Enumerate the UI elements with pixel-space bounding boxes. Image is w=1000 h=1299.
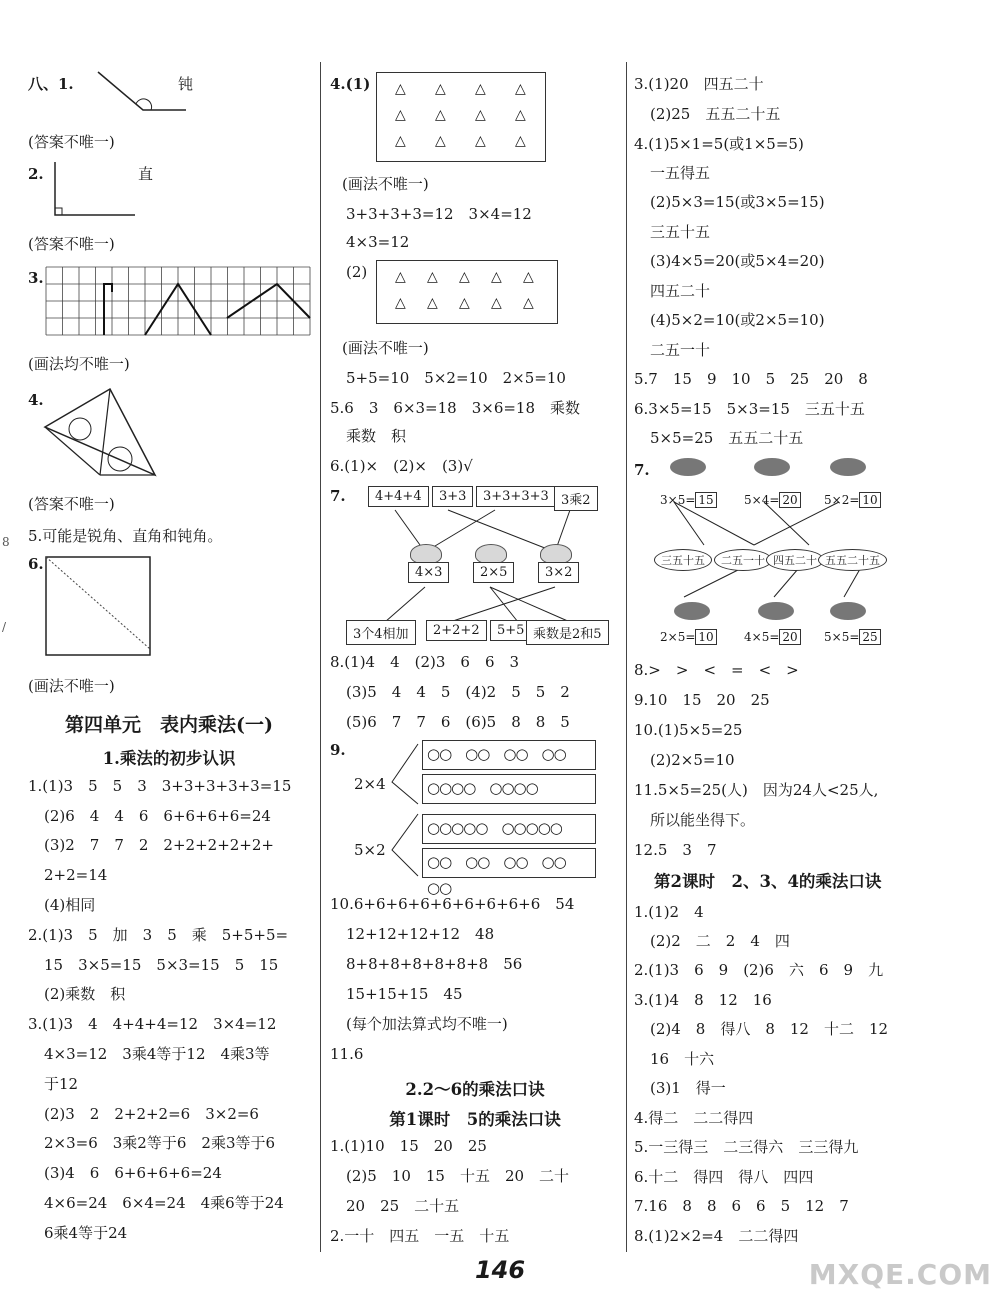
lesson-title: 1.乘法的初步认识 xyxy=(102,749,236,768)
answer-line: 3.(1)20 四五二十 xyxy=(634,75,764,93)
question-label: 7. xyxy=(330,487,346,505)
answer-line: (4)相同 xyxy=(44,896,96,914)
answer-line: 8.(1)2×2=4 二二得四 xyxy=(634,1227,799,1245)
answer-line: 7.16 8 8 6 6 5 12 7 xyxy=(634,1197,849,1215)
answer-line: 2.(1)3 5 加 3 5 乘 5+5+5= xyxy=(28,926,289,944)
expression-card: 3+3+3+3 xyxy=(476,486,556,507)
answer-line: (5)6 7 7 6 (6)5 8 8 5 xyxy=(346,713,570,731)
answer-line: 6.十二 得四 得八 四四 xyxy=(634,1168,814,1186)
answer-line: (2)2 二 2 4 四 xyxy=(650,932,790,950)
right-angle-figure xyxy=(50,162,140,217)
note-text: (画法不唯一) xyxy=(342,175,429,193)
bear-icon xyxy=(540,544,572,564)
answer-line: (4)5×2=10(或2×5=10) xyxy=(650,311,825,329)
answer-line: 6乘4等于24 xyxy=(44,1224,128,1242)
answer-line: 8+8+8+8+8+8+8 56 xyxy=(346,955,523,973)
bird-icon xyxy=(758,602,794,620)
triangle-array-box: △ △ △ △ △ △ △ △ △ △ △ △ xyxy=(376,72,546,162)
note-text: (画法不唯一) xyxy=(342,339,429,357)
equation-label: 2×5= 10 xyxy=(660,627,717,647)
note-text: (画法均不唯一) xyxy=(28,355,130,373)
circle-group-box: ○○ ○○ ○○ ○○ xyxy=(422,740,596,770)
answer-line: 4×3=12 3乘4等于12 4乘3等 xyxy=(44,1045,270,1063)
answer-line: 4×3=12 xyxy=(346,233,410,251)
expression-card: 3个4相加 xyxy=(346,620,416,645)
answer-line: 1.(1)10 15 20 25 xyxy=(330,1137,487,1155)
answer-line: 4.(1)5×1=5(或1×5=5) xyxy=(634,135,804,153)
unit-title: 第四单元 表内乘法(一) xyxy=(65,714,273,736)
question-label: 9. xyxy=(330,741,346,759)
answer-line: 12.5 3 7 xyxy=(634,841,717,859)
answer-line: 12+12+12+12 48 xyxy=(346,925,495,943)
answer-line: (2)4 8 得八 8 12 十二 12 xyxy=(650,1020,889,1038)
lesson-title: 第2课时 2、3、4的乘法口诀 xyxy=(654,872,882,891)
question-label: 2. xyxy=(28,165,44,183)
question-label: 7. xyxy=(634,461,650,479)
question-label: 3. xyxy=(28,269,44,287)
answer-line: 四五二十 xyxy=(650,282,711,300)
answer-line: 15+15+15 45 xyxy=(346,985,463,1003)
answer-line: (3)4×5=20(或5×4=20) xyxy=(650,252,825,270)
answer-line: (2)5 10 15 十五 20 二十 xyxy=(346,1167,570,1185)
answer-line: 于12 xyxy=(44,1075,79,1093)
answer-line: 3.(1)4 8 12 16 xyxy=(634,991,772,1009)
answer-line: 1.(1)2 4 xyxy=(634,903,704,921)
answer-line: 20 25 二十五 xyxy=(346,1197,460,1215)
bear-icon xyxy=(475,544,507,564)
answer-line: (3)1 得一 xyxy=(650,1079,726,1097)
watermark: MXQE.COM xyxy=(808,1258,992,1291)
answer-line: 5.一三得三 二三得六 三三得九 xyxy=(634,1138,859,1156)
answer-line: 三五十五 xyxy=(650,223,711,241)
column-divider xyxy=(626,62,627,1252)
bracket-lines xyxy=(390,742,420,882)
answer-line: 2+2=14 xyxy=(44,866,108,884)
expression-card: 5+5 xyxy=(490,620,531,641)
bear-icon xyxy=(410,544,442,564)
circle-group-box: ○○○○○ ○○○○○ xyxy=(422,814,596,844)
bird-icon xyxy=(830,602,866,620)
angle-type: 钝 xyxy=(178,75,194,93)
answer-line: 乘数 积 xyxy=(346,427,407,445)
angle-type: 直 xyxy=(138,165,154,183)
bird-icon xyxy=(674,602,710,620)
note-text: (答案不唯一) xyxy=(28,133,115,151)
answer-line: (2)3 2 2+2+2=6 3×2=6 xyxy=(44,1105,259,1123)
expression-card: 2+2+2 xyxy=(426,620,487,641)
grid-drawing-figure xyxy=(46,267,310,335)
answer-line: 4×6=24 6×4=24 4乘6等于24 xyxy=(44,1194,284,1212)
answer-line: 16 十六 xyxy=(650,1050,715,1068)
answer-line: 2×3=6 3乘2等于6 2乘3等于6 xyxy=(44,1134,276,1152)
triangle-array-box: △ △ △ △ △ △ △ △ △ △ xyxy=(376,260,558,324)
chant-oval: 二五一十 xyxy=(714,549,772,571)
equation-label: 5×4= 20 xyxy=(744,490,801,510)
answer-line: 5.7 15 9 10 5 25 20 8 xyxy=(634,370,868,388)
margin-mark: 8 xyxy=(2,535,10,549)
answer-line: 11.6 xyxy=(330,1045,364,1063)
equation-label: 5×2= 10 xyxy=(824,490,881,510)
answer-line: 3+3+3+3=12 3×4=12 xyxy=(346,205,532,223)
question-label: (2) xyxy=(346,263,368,281)
expression-card: 乘数是2和5 xyxy=(526,620,609,645)
answer-line: 2.(1)3 6 9 (2)6 六 6 9 九 xyxy=(634,961,884,979)
equation-label: 3×5= 15 xyxy=(660,490,717,510)
question-label: 6. xyxy=(28,555,44,573)
expression-card: 4+4+4 xyxy=(368,486,429,507)
chant-oval: 四五二十 xyxy=(766,549,824,571)
answer-line: 3.(1)3 4 4+4+4=12 3×4=12 xyxy=(28,1015,277,1033)
answer-line: 10.6+6+6+6+6+6+6+6+6 54 xyxy=(330,895,575,913)
answer-line: 6.3×5=15 5×3=15 三五十五 xyxy=(634,400,865,418)
rectangle-diagonal-figure xyxy=(46,557,152,657)
answer-line: (2)乘数 积 xyxy=(44,985,126,1003)
answer-line: 所以能坐得下。 xyxy=(650,811,756,829)
lesson-title: 第1课时 5的乘法口诀 xyxy=(389,1110,561,1129)
bird-icon xyxy=(754,458,790,476)
triangle-circles-figure xyxy=(40,387,160,477)
answer-line: 二五一十 xyxy=(650,341,711,359)
circle-group-box: ○○○○ ○○○○ xyxy=(422,774,596,804)
bear-expression: 3×2 xyxy=(538,562,579,583)
question-label: 八、1. xyxy=(28,75,74,93)
answer-line: (2)5×3=15(或3×5=15) xyxy=(650,193,825,211)
obtuse-angle-figure xyxy=(78,72,188,112)
equation-label: 4×5= 20 xyxy=(744,627,801,647)
answer-line: (3)2 7 7 2 2+2+2+2+2+ xyxy=(44,836,274,854)
answer-line: (2)25 五五二十五 xyxy=(650,105,781,123)
answer-line: 2.一十 四五 一五 十五 xyxy=(330,1227,510,1245)
multiplication-label: 5×2 xyxy=(354,841,386,859)
answer-line: 6.(1)× (2)× (3)√ xyxy=(330,457,473,475)
answer-line: 5.可能是锐角、直角和钝角。 xyxy=(28,527,223,545)
answer-line: 5+5=10 5×2=10 2×5=10 xyxy=(346,369,566,387)
expression-card: 3乘2 xyxy=(554,486,598,511)
answer-line: (2)2×5=10 xyxy=(650,751,735,769)
answer-line: 5×5=25 五五二十五 xyxy=(650,429,804,447)
page-number: 146 xyxy=(474,1256,526,1284)
multiplication-label: 2×4 xyxy=(354,775,386,793)
bear-expression: 2×5 xyxy=(473,562,514,583)
equation-label: 5×5= 25 xyxy=(824,627,881,647)
bird-icon xyxy=(670,458,706,476)
answer-line: (3)4 6 6+6+6+6=24 xyxy=(44,1164,222,1182)
note-text: (答案不唯一) xyxy=(28,235,115,253)
answer-line: 11.5×5=25(人) 因为24人<25人, xyxy=(634,781,879,799)
answer-line: 1.(1)3 5 5 3 3+3+3+3+3=15 xyxy=(28,777,292,795)
chant-oval: 三五十五 xyxy=(654,549,712,571)
answer-line: 8.> > < = < > xyxy=(634,661,799,679)
answer-line: 15 3×5=15 5×3=15 5 15 xyxy=(44,956,279,974)
note-text: (答案不唯一) xyxy=(28,495,115,513)
section-title: 2.2～6的乘法口诀 xyxy=(405,1080,545,1099)
answer-line: 10.(1)5×5=25 xyxy=(634,721,743,739)
margin-mark: / xyxy=(2,620,7,634)
answer-line: (2)6 4 4 6 6+6+6+6=24 xyxy=(44,807,271,825)
note-text: (画法不唯一) xyxy=(28,677,115,695)
circle-group-box: ○○ ○○ ○○ ○○ ○○ xyxy=(422,848,596,878)
note-text: (每个加法算式均不唯一) xyxy=(346,1015,508,1033)
answer-line: 8.(1)4 4 (2)3 6 6 3 xyxy=(330,653,520,671)
bird-icon xyxy=(830,458,866,476)
column-divider xyxy=(320,62,321,1252)
bear-expression: 4×3 xyxy=(408,562,449,583)
question-label: 4. xyxy=(28,391,44,409)
answer-line: 4.得二 二二得四 xyxy=(634,1109,754,1127)
answer-line: 9.10 15 20 25 xyxy=(634,691,770,709)
expression-card: 3+3 xyxy=(432,486,473,507)
answer-line: 一五得五 xyxy=(650,164,711,182)
answer-line: 5.6 3 6×3=18 3×6=18 乘数 xyxy=(330,399,581,417)
question-label: 4.(1) xyxy=(330,75,371,93)
answer-line: (3)5 4 4 5 (4)2 5 5 2 xyxy=(346,683,570,701)
chant-oval: 五五二十五 xyxy=(818,549,887,571)
